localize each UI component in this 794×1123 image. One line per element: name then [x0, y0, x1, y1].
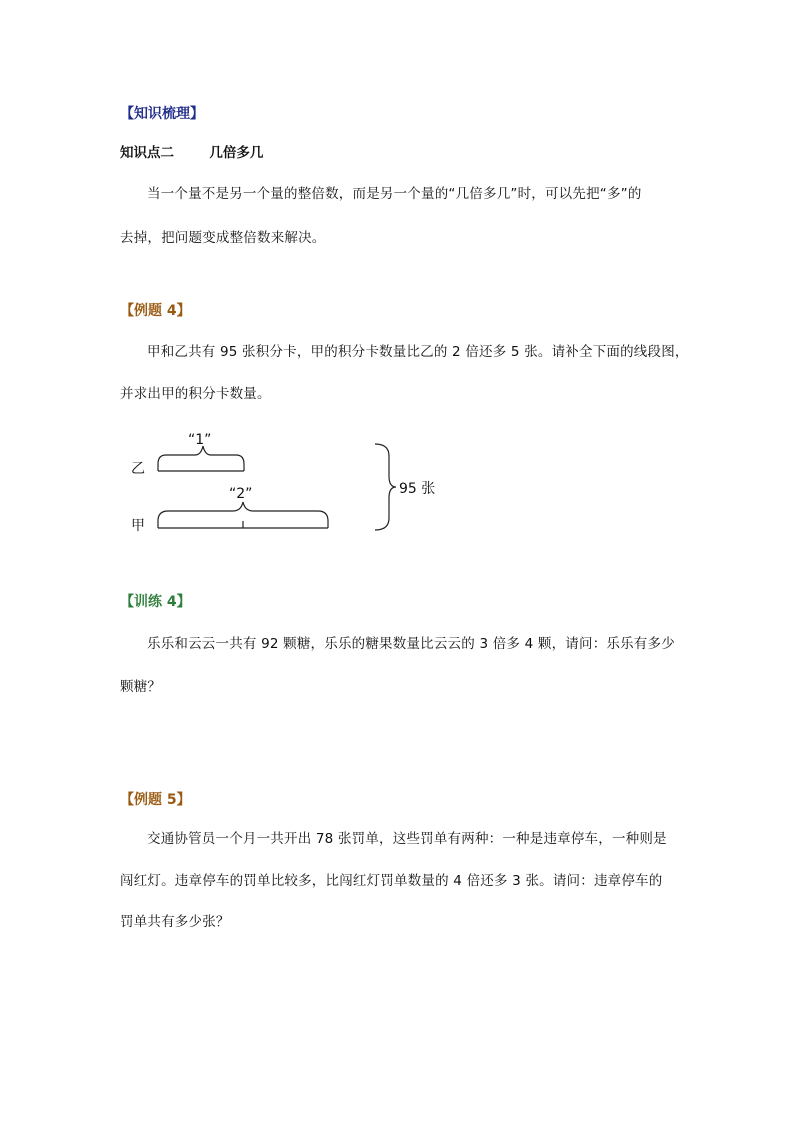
label-jia: 甲 [131, 518, 145, 534]
example-5-line-2: 闯红灯。违章停车的罚单比较多，比闯红灯罚单数量的 4 倍还多 3 张。请问：违章停车的 [120, 873, 663, 889]
mark-1-label: “1” [188, 432, 212, 448]
training-4-line-1: 乐乐和云云一共有 92 颗糖，乐乐的糖果数量比云云的 3 倍多 4 颗，请问：乐乐有多少 [147, 636, 675, 652]
knowledge-paragraph-line-2: 去掉，把问题变成整倍数来解决。 [120, 230, 326, 246]
example-5-line-1: 交通协管员一个月一共开出 78 张罚单，这些罚单有两种：一种是违章停车，一种则是 [147, 831, 667, 847]
example-5-line-3: 罚单共有多少张？ [120, 914, 230, 930]
knowledge-point-name: 几倍多几 [209, 145, 264, 161]
example-4-line-1: 甲和乙共有 95 张积分卡，甲的积分卡数量比乙的 2 倍还多 5 张。请补全下面的线段图， [147, 344, 689, 360]
knowledge-point-label: 知识点二 [120, 145, 174, 161]
example-4-line-2: 并求出甲的积分卡数量。 [120, 386, 271, 402]
section-header-example-4: 【例题 4】 [120, 303, 191, 319]
knowledge-paragraph-line-1: 当一个量不是另一个量的整倍数，而是另一个量的“几倍多几”时，可以先把“多”的 [147, 186, 642, 202]
label-yi: 乙 [131, 461, 145, 477]
brace-yi [158, 446, 244, 464]
training-4-line-2: 颗糖？ [120, 679, 162, 695]
section-header-training-4: 【训练 4】 [120, 594, 191, 610]
section-header-example-5: 【例题 5】 [120, 792, 191, 808]
brace-total [375, 444, 396, 530]
total-label: 95 张 [399, 481, 436, 497]
brace-jia [158, 502, 328, 521]
section-header-knowledge: 【知识梳理】 [120, 106, 204, 122]
mark-2-label: “2” [229, 486, 253, 502]
